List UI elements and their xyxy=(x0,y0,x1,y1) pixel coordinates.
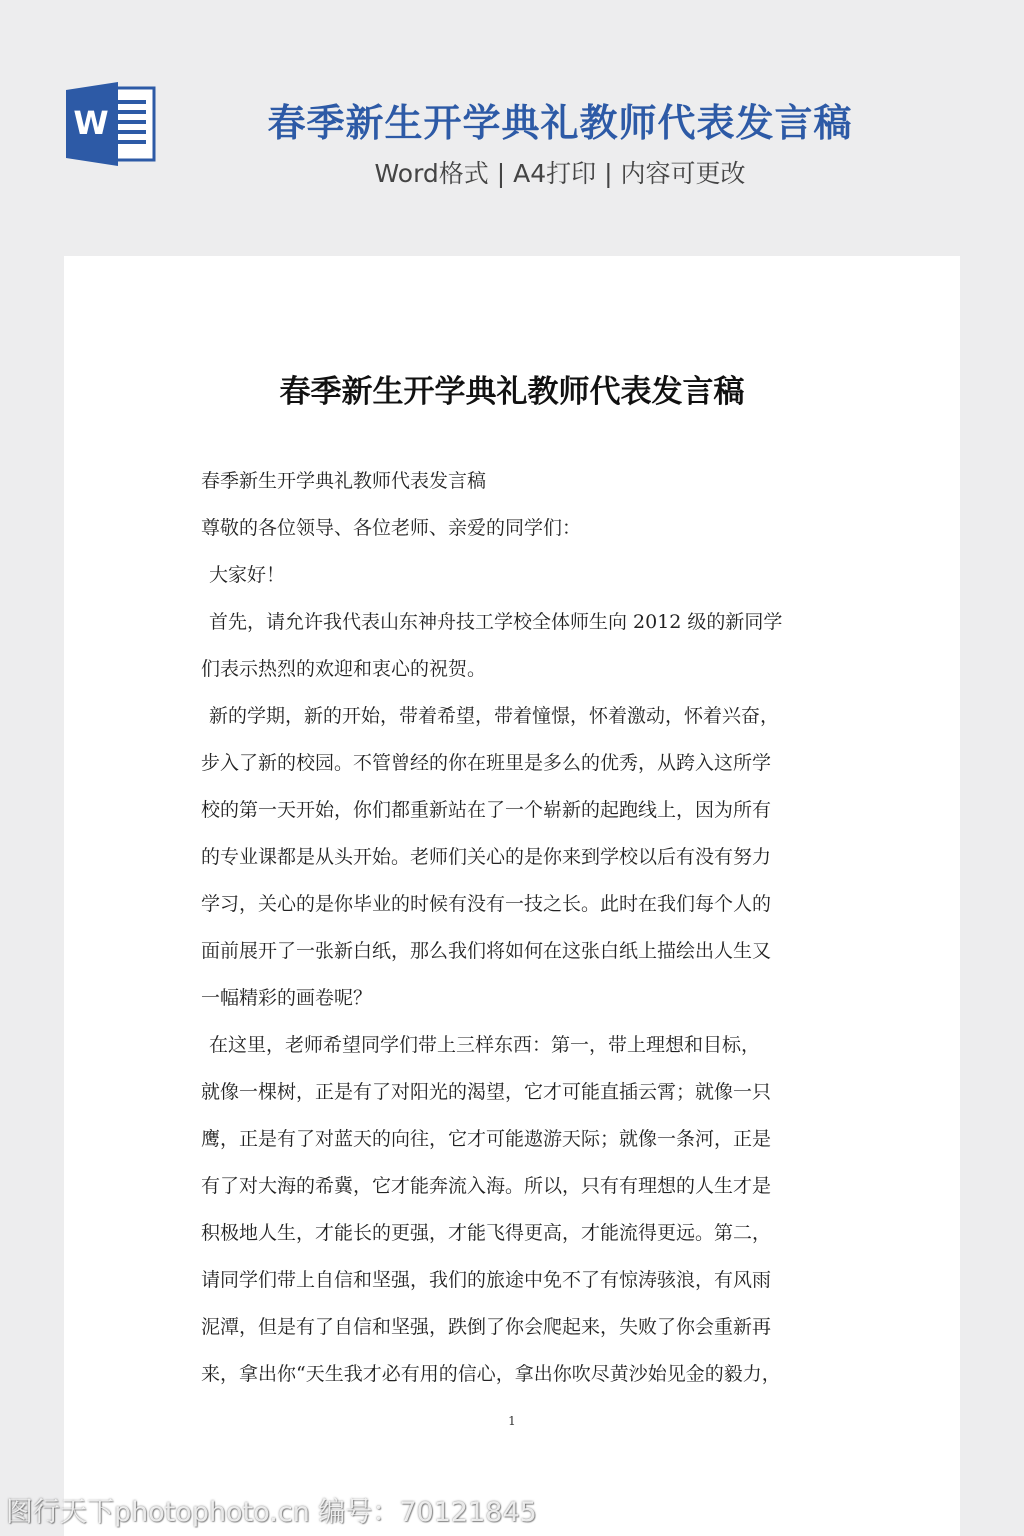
paragraph-line: 就像一棵树，正是有了对阳光的渴望，它才可能直插云霄；就像一只 xyxy=(201,1081,772,1103)
paragraph-line: 在这里，老师希望同学们带上三样东西：第一，带上理想和目标， xyxy=(209,1034,761,1056)
paragraph-line: 春季新生开学典礼教师代表发言稿 xyxy=(201,470,487,492)
paragraph-line: 来，拿出你“天生我才必有用的信心，拿出你吹尽黄沙始见金的毅力， xyxy=(201,1363,781,1385)
paragraph-line: 一幅精彩的画卷呢？ xyxy=(201,987,373,1009)
banner-subtitle: Word格式 | A4打印 | 内容可更改 xyxy=(374,159,746,188)
document-title: 春季新生开学典礼教师代表发言稿 xyxy=(279,374,745,410)
banner-title: 春季新生开学典礼教师代表发言稿 xyxy=(267,101,853,145)
paragraph-line: 首先，请允许我代表山东神舟技工学校全体师生向 2012 级的新同学 xyxy=(209,611,783,633)
document-page xyxy=(64,256,960,1536)
paragraph-line: 请同学们带上自信和坚强，我们的旅途中免不了有惊涛骇浪，有风雨 xyxy=(201,1269,772,1291)
paragraph-line: 尊敬的各位领导、各位老师、亲爱的同学们： xyxy=(201,517,582,539)
paragraph-line: 步入了新的校园。不管曾经的你在班里是多么的优秀，从跨入这所学 xyxy=(201,752,772,774)
paragraph-line: 们表示热烈的欢迎和衷心的祝贺。 xyxy=(201,658,487,680)
paragraph-line: 的专业课都是从头开始。老师们关心的是你来到学校以后有没有努力 xyxy=(201,846,772,868)
paragraph-line: 泥潭，但是有了自信和坚强，跌倒了你会爬起来，失败了你会重新再 xyxy=(201,1316,772,1338)
page-number: 1 xyxy=(508,1414,516,1428)
word-icon-letter: W xyxy=(73,104,109,142)
paragraph-line: 校的第一天开始，你们都重新站在了一个崭新的起跑线上，因为所有 xyxy=(201,799,772,821)
word-document-icon xyxy=(64,82,156,166)
banner xyxy=(0,0,1024,256)
paragraph-line: 有了对大海的希冀，它才能奔流入海。所以，只有有理想的人生才是 xyxy=(201,1175,772,1197)
paragraph-line: 积极地人生，才能长的更强，才能飞得更高，才能流得更远。第二， xyxy=(201,1222,772,1244)
paragraph-line: 学习，关心的是你毕业的时候有没有一技之长。此时在我们每个人的 xyxy=(201,893,772,915)
document-body xyxy=(201,458,825,1398)
paragraph-line: 鹰，正是有了对蓝天的向往，它才可能遨游天际；就像一条河，正是 xyxy=(201,1128,772,1150)
watermark: 图行天下photophoto.cn 编号：70121845 xyxy=(6,1497,537,1528)
paragraph-line: 新的学期，新的开始，带着希望，带着憧憬，怀着激动，怀着兴奋， xyxy=(209,705,780,727)
paragraph-line: 面前展开了一张新白纸，那么我们将如何在这张白纸上描绘出人生又 xyxy=(201,940,772,962)
paragraph-line: 大家好！ xyxy=(209,564,286,586)
